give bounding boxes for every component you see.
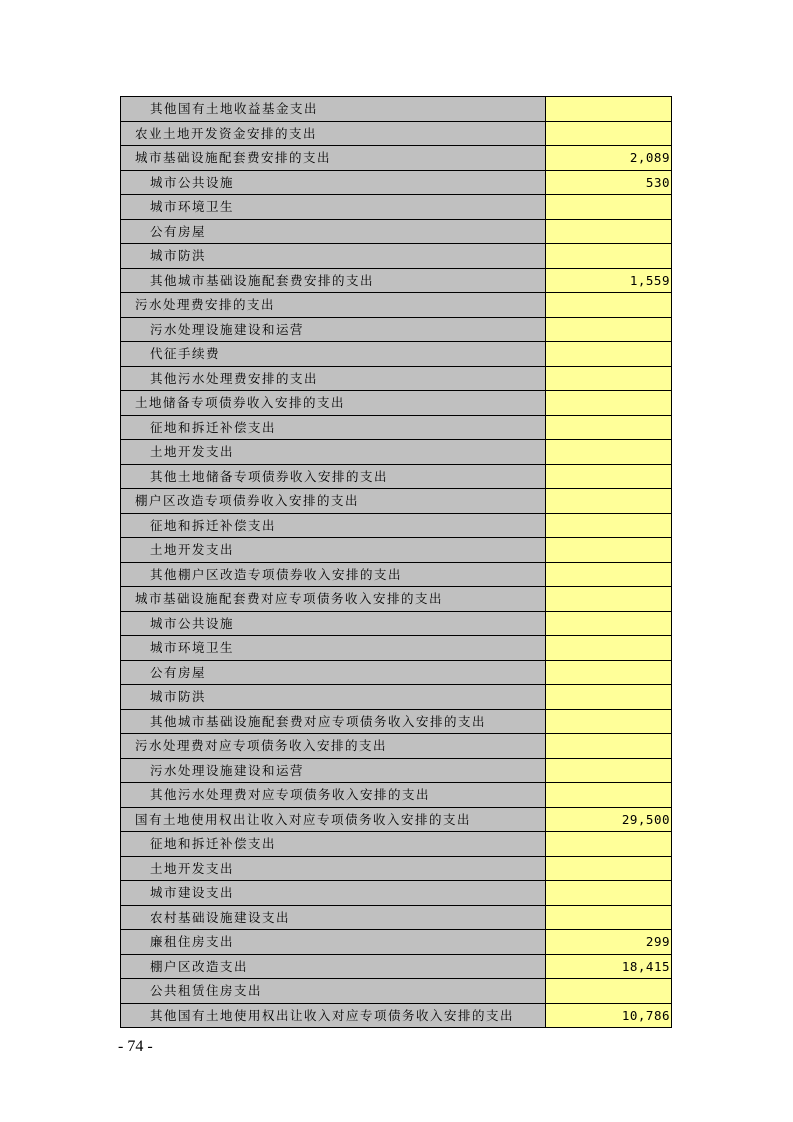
table-row bbox=[121, 930, 672, 955]
row-label: 其他国有土地使用权出让收入对应专项债务收入安排的支出 bbox=[121, 1003, 546, 1028]
table-row bbox=[121, 587, 672, 612]
row-label: 公有房屋 bbox=[121, 219, 546, 244]
row-value bbox=[546, 881, 672, 906]
row-label: 污水处理设施建设和运营 bbox=[121, 758, 546, 783]
table-row bbox=[121, 415, 672, 440]
row-value bbox=[546, 464, 672, 489]
row-label: 土地开发支出 bbox=[121, 440, 546, 465]
table-row bbox=[121, 513, 672, 538]
table-row bbox=[121, 660, 672, 685]
row-label: 廉租住房支出 bbox=[121, 930, 546, 955]
table-row bbox=[121, 146, 672, 171]
table-row bbox=[121, 734, 672, 759]
table-row bbox=[121, 97, 672, 122]
table-row bbox=[121, 440, 672, 465]
row-value bbox=[546, 856, 672, 881]
row-value bbox=[546, 244, 672, 269]
table-row bbox=[121, 905, 672, 930]
row-value bbox=[546, 979, 672, 1004]
table-row bbox=[121, 832, 672, 857]
table-row bbox=[121, 856, 672, 881]
row-value bbox=[546, 513, 672, 538]
row-label: 农业土地开发资金安排的支出 bbox=[121, 121, 546, 146]
table-row bbox=[121, 195, 672, 220]
table-row bbox=[121, 783, 672, 808]
row-value bbox=[546, 636, 672, 661]
row-value bbox=[546, 219, 672, 244]
table-row bbox=[121, 366, 672, 391]
table-row bbox=[121, 954, 672, 979]
table-row bbox=[121, 317, 672, 342]
table-row bbox=[121, 881, 672, 906]
row-label: 城市环境卫生 bbox=[121, 636, 546, 661]
table-row bbox=[121, 807, 672, 832]
row-value: 299 bbox=[546, 930, 672, 955]
table-row bbox=[121, 758, 672, 783]
row-label: 农村基础设施建设支出 bbox=[121, 905, 546, 930]
row-label: 其他土地储备专项债券收入安排的支出 bbox=[121, 464, 546, 489]
row-label: 公共租赁住房支出 bbox=[121, 979, 546, 1004]
expenditure-table bbox=[120, 96, 672, 1028]
table-row bbox=[121, 685, 672, 710]
row-value bbox=[546, 391, 672, 416]
page-number: - 74 - bbox=[118, 1038, 153, 1055]
row-label: 城市公共设施 bbox=[121, 170, 546, 195]
row-value bbox=[546, 758, 672, 783]
row-value bbox=[546, 440, 672, 465]
row-label: 征地和拆迁补偿支出 bbox=[121, 832, 546, 857]
row-value bbox=[546, 121, 672, 146]
row-value bbox=[546, 709, 672, 734]
row-label: 城市建设支出 bbox=[121, 881, 546, 906]
row-label: 其他污水处理费对应专项债务收入安排的支出 bbox=[121, 783, 546, 808]
row-label: 污水处理费安排的支出 bbox=[121, 293, 546, 318]
row-value bbox=[546, 489, 672, 514]
row-value: 29,500 bbox=[546, 807, 672, 832]
table-row bbox=[121, 979, 672, 1004]
row-label: 棚户区改造专项债券收入安排的支出 bbox=[121, 489, 546, 514]
table-row bbox=[121, 562, 672, 587]
row-value bbox=[546, 538, 672, 563]
row-label: 其他国有土地收益基金支出 bbox=[121, 97, 546, 122]
row-label: 城市环境卫生 bbox=[121, 195, 546, 220]
row-value bbox=[546, 587, 672, 612]
table-row bbox=[121, 293, 672, 318]
row-label: 其他城市基础设施配套费对应专项债务收入安排的支出 bbox=[121, 709, 546, 734]
row-label: 城市防洪 bbox=[121, 244, 546, 269]
table-row bbox=[121, 268, 672, 293]
row-label: 土地开发支出 bbox=[121, 538, 546, 563]
row-value bbox=[546, 415, 672, 440]
table-row bbox=[121, 391, 672, 416]
row-label: 城市防洪 bbox=[121, 685, 546, 710]
row-value bbox=[546, 366, 672, 391]
row-label: 公有房屋 bbox=[121, 660, 546, 685]
row-label: 棚户区改造支出 bbox=[121, 954, 546, 979]
row-value bbox=[546, 783, 672, 808]
row-label: 其他污水处理费安排的支出 bbox=[121, 366, 546, 391]
table-row bbox=[121, 538, 672, 563]
table-row bbox=[121, 244, 672, 269]
row-label: 其他城市基础设施配套费安排的支出 bbox=[121, 268, 546, 293]
row-value bbox=[546, 685, 672, 710]
row-label: 城市基础设施配套费对应专项债务收入安排的支出 bbox=[121, 587, 546, 612]
row-label: 国有土地使用权出让收入对应专项债务收入安排的支出 bbox=[121, 807, 546, 832]
row-value bbox=[546, 562, 672, 587]
row-value bbox=[546, 611, 672, 636]
row-label: 城市公共设施 bbox=[121, 611, 546, 636]
table-row bbox=[121, 611, 672, 636]
table-row bbox=[121, 489, 672, 514]
row-value: 530 bbox=[546, 170, 672, 195]
row-label: 土地开发支出 bbox=[121, 856, 546, 881]
table-row bbox=[121, 1003, 672, 1028]
row-label: 代征手续费 bbox=[121, 342, 546, 367]
row-value bbox=[546, 905, 672, 930]
row-value bbox=[546, 195, 672, 220]
row-value bbox=[546, 97, 672, 122]
row-value bbox=[546, 342, 672, 367]
row-value bbox=[546, 734, 672, 759]
row-value bbox=[546, 317, 672, 342]
row-value: 1,559 bbox=[546, 268, 672, 293]
table-row bbox=[121, 170, 672, 195]
table-body bbox=[121, 97, 672, 1028]
row-label: 土地储备专项债券收入安排的支出 bbox=[121, 391, 546, 416]
row-value bbox=[546, 293, 672, 318]
table-row bbox=[121, 121, 672, 146]
row-value: 2,089 bbox=[546, 146, 672, 171]
row-label: 污水处理费对应专项债务收入安排的支出 bbox=[121, 734, 546, 759]
row-label: 征地和拆迁补偿支出 bbox=[121, 513, 546, 538]
row-value bbox=[546, 660, 672, 685]
table-row bbox=[121, 464, 672, 489]
table-row bbox=[121, 219, 672, 244]
table-row bbox=[121, 636, 672, 661]
row-value: 10,786 bbox=[546, 1003, 672, 1028]
row-label: 城市基础设施配套费安排的支出 bbox=[121, 146, 546, 171]
row-label: 其他棚户区改造专项债券收入安排的支出 bbox=[121, 562, 546, 587]
row-label: 征地和拆迁补偿支出 bbox=[121, 415, 546, 440]
table-row bbox=[121, 342, 672, 367]
table-row bbox=[121, 709, 672, 734]
row-label: 污水处理设施建设和运营 bbox=[121, 317, 546, 342]
row-value bbox=[546, 832, 672, 857]
row-value: 18,415 bbox=[546, 954, 672, 979]
